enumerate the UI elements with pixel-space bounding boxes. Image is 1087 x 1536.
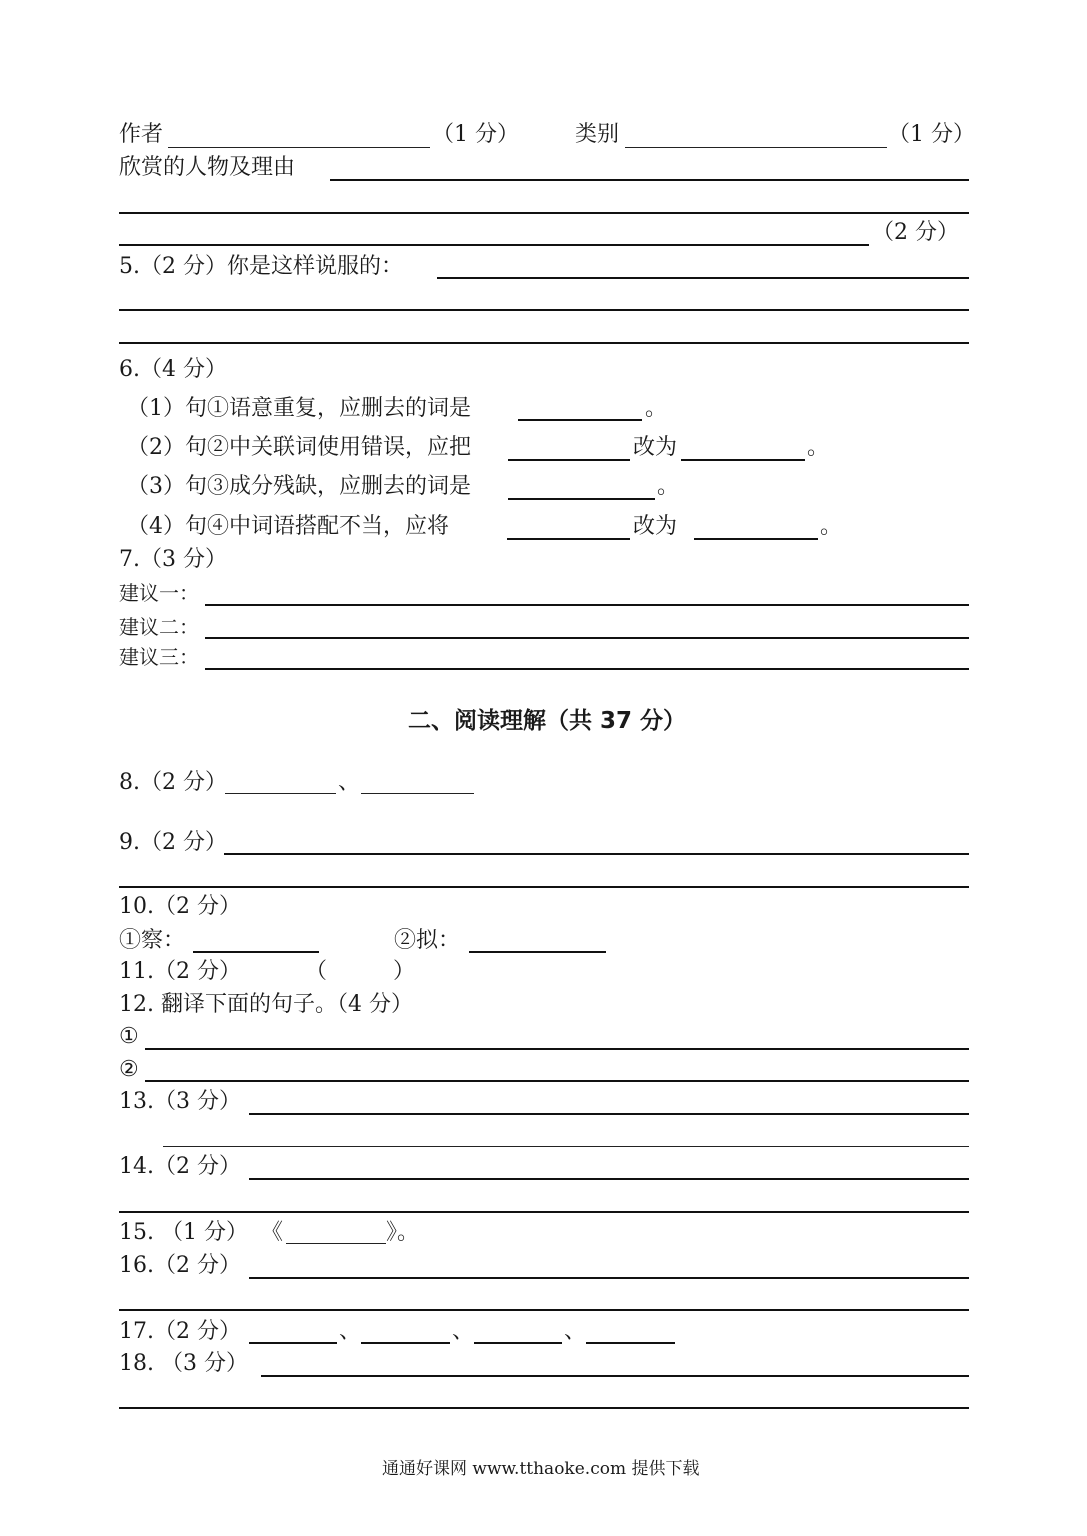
q6-s2-blank-b[interactable] xyxy=(681,459,805,461)
q6-s1-text: （1）句①语意重复，应删去的词是 xyxy=(127,396,471,421)
q18-line-1[interactable] xyxy=(261,1375,969,1377)
q6-s4-blank-a[interactable] xyxy=(507,538,630,540)
q16-label: 16.（2 分） xyxy=(119,1253,241,1278)
reason-line-1[interactable] xyxy=(330,179,969,181)
author-blank[interactable] xyxy=(168,147,430,148)
q10-b-blank[interactable] xyxy=(469,951,606,953)
author-label: 作者 xyxy=(119,122,164,147)
q6-s1-blank[interactable] xyxy=(518,419,642,421)
reason-label: 欣赏的人物及理由 xyxy=(119,155,296,180)
q13-line-2[interactable] xyxy=(163,1146,969,1147)
category-label: 类别 xyxy=(575,122,620,147)
q10-a-label: ①察： xyxy=(119,928,186,953)
q8-blank-1[interactable] xyxy=(225,793,336,794)
q6-s2-blank-a[interactable] xyxy=(508,459,630,461)
reason-score: （2 分） xyxy=(872,220,959,245)
q12-a-line[interactable] xyxy=(145,1048,969,1050)
q10-b-label: ②拟： xyxy=(394,928,461,953)
q11-label: 11.（2 分） xyxy=(119,959,241,984)
q11-answer-parentheses[interactable]: （ ） xyxy=(305,959,416,984)
q17-blank-2[interactable] xyxy=(361,1342,450,1344)
q6-s2-text: （2）句②中关联词使用错误，应把 xyxy=(127,435,471,460)
q15-label: 15. （1 分） xyxy=(119,1220,248,1245)
q8-separator: 、 xyxy=(338,770,361,795)
q8-blank-2[interactable] xyxy=(361,793,474,794)
reason-line-2[interactable] xyxy=(119,212,969,214)
q17-blank-3[interactable] xyxy=(474,1342,562,1344)
q16-line-2[interactable] xyxy=(119,1309,969,1311)
q6-s2-mid: 改为 xyxy=(633,435,678,460)
q12-b-line[interactable] xyxy=(145,1080,969,1082)
q6-s1-end: 。 xyxy=(645,396,668,421)
q5-line-1[interactable] xyxy=(437,277,969,279)
q7-label: 7.（3 分） xyxy=(119,547,227,572)
q12-a-marker: ① xyxy=(119,1024,139,1049)
q10-label: 10.（2 分） xyxy=(119,894,241,919)
q6-label: 6.（4 分） xyxy=(119,357,227,382)
footer-text: 通通好课网 www.tthaoke.com 提供下载 xyxy=(382,1459,700,1479)
q10-a-blank[interactable] xyxy=(193,951,319,953)
q6-s4-text: （4）句④中词语搭配不当，应将 xyxy=(127,514,449,539)
q6-s4-blank-b[interactable] xyxy=(694,538,818,540)
q7-suggestion-1-label: 建议一： xyxy=(119,581,199,605)
q18-line-2[interactable] xyxy=(119,1407,969,1409)
q14-label: 14.（2 分） xyxy=(119,1154,241,1179)
category-blank[interactable] xyxy=(625,147,887,148)
q6-s3-blank[interactable] xyxy=(508,498,655,500)
q7-suggestion-3-line[interactable] xyxy=(205,668,969,670)
q6-s3-text: （3）句③成分残缺，应删去的词是 xyxy=(127,474,471,499)
q13-label: 13.（3 分） xyxy=(119,1089,241,1114)
q18-label: 18. （3 分） xyxy=(119,1351,248,1376)
q8-label: 8.（2 分） xyxy=(119,770,227,795)
q7-suggestion-2-label: 建议二： xyxy=(119,615,199,639)
q17-separator-3: 、 xyxy=(564,1319,587,1344)
q15-blank[interactable] xyxy=(286,1243,386,1244)
q9-line-2[interactable] xyxy=(119,886,969,888)
q14-line-1[interactable] xyxy=(249,1178,969,1180)
q15-close-mark: 》。 xyxy=(386,1220,420,1245)
q7-suggestion-3-label: 建议三： xyxy=(119,645,199,669)
q6-s4-end: 。 xyxy=(820,514,843,539)
author-score: （1 分） xyxy=(432,122,519,147)
section-2-title: 二、阅读理解（共 37 分） xyxy=(408,708,687,734)
q12-label: 12. 翻译下面的句子。（4 分） xyxy=(119,992,413,1017)
q9-label: 9.（2 分） xyxy=(119,830,227,855)
q5-line-3[interactable] xyxy=(119,342,969,344)
q16-line-1[interactable] xyxy=(249,1277,969,1279)
q17-separator-1: 、 xyxy=(339,1319,362,1344)
q6-s3-end: 。 xyxy=(657,474,680,499)
q6-s2-end: 。 xyxy=(807,435,830,460)
q12-b-marker: ② xyxy=(119,1057,139,1082)
category-score: （1 分） xyxy=(888,122,975,147)
q15-open-mark: 《 xyxy=(261,1220,284,1245)
q5-label: 5.（2 分）你是这样说服的： xyxy=(119,254,403,279)
q17-label: 17.（2 分） xyxy=(119,1319,241,1344)
q7-suggestion-2-line[interactable] xyxy=(205,637,969,639)
q9-line-1[interactable] xyxy=(224,853,969,855)
q17-blank-4[interactable] xyxy=(586,1342,675,1344)
q13-line-1[interactable] xyxy=(249,1113,969,1115)
q6-s4-mid: 改为 xyxy=(633,514,678,539)
q7-suggestion-1-line[interactable] xyxy=(205,604,969,606)
q14-line-2[interactable] xyxy=(119,1211,969,1213)
q17-blank-1[interactable] xyxy=(249,1342,337,1344)
reason-line-3[interactable] xyxy=(119,244,869,246)
q17-separator-2: 、 xyxy=(452,1319,475,1344)
q5-line-2[interactable] xyxy=(119,309,969,311)
